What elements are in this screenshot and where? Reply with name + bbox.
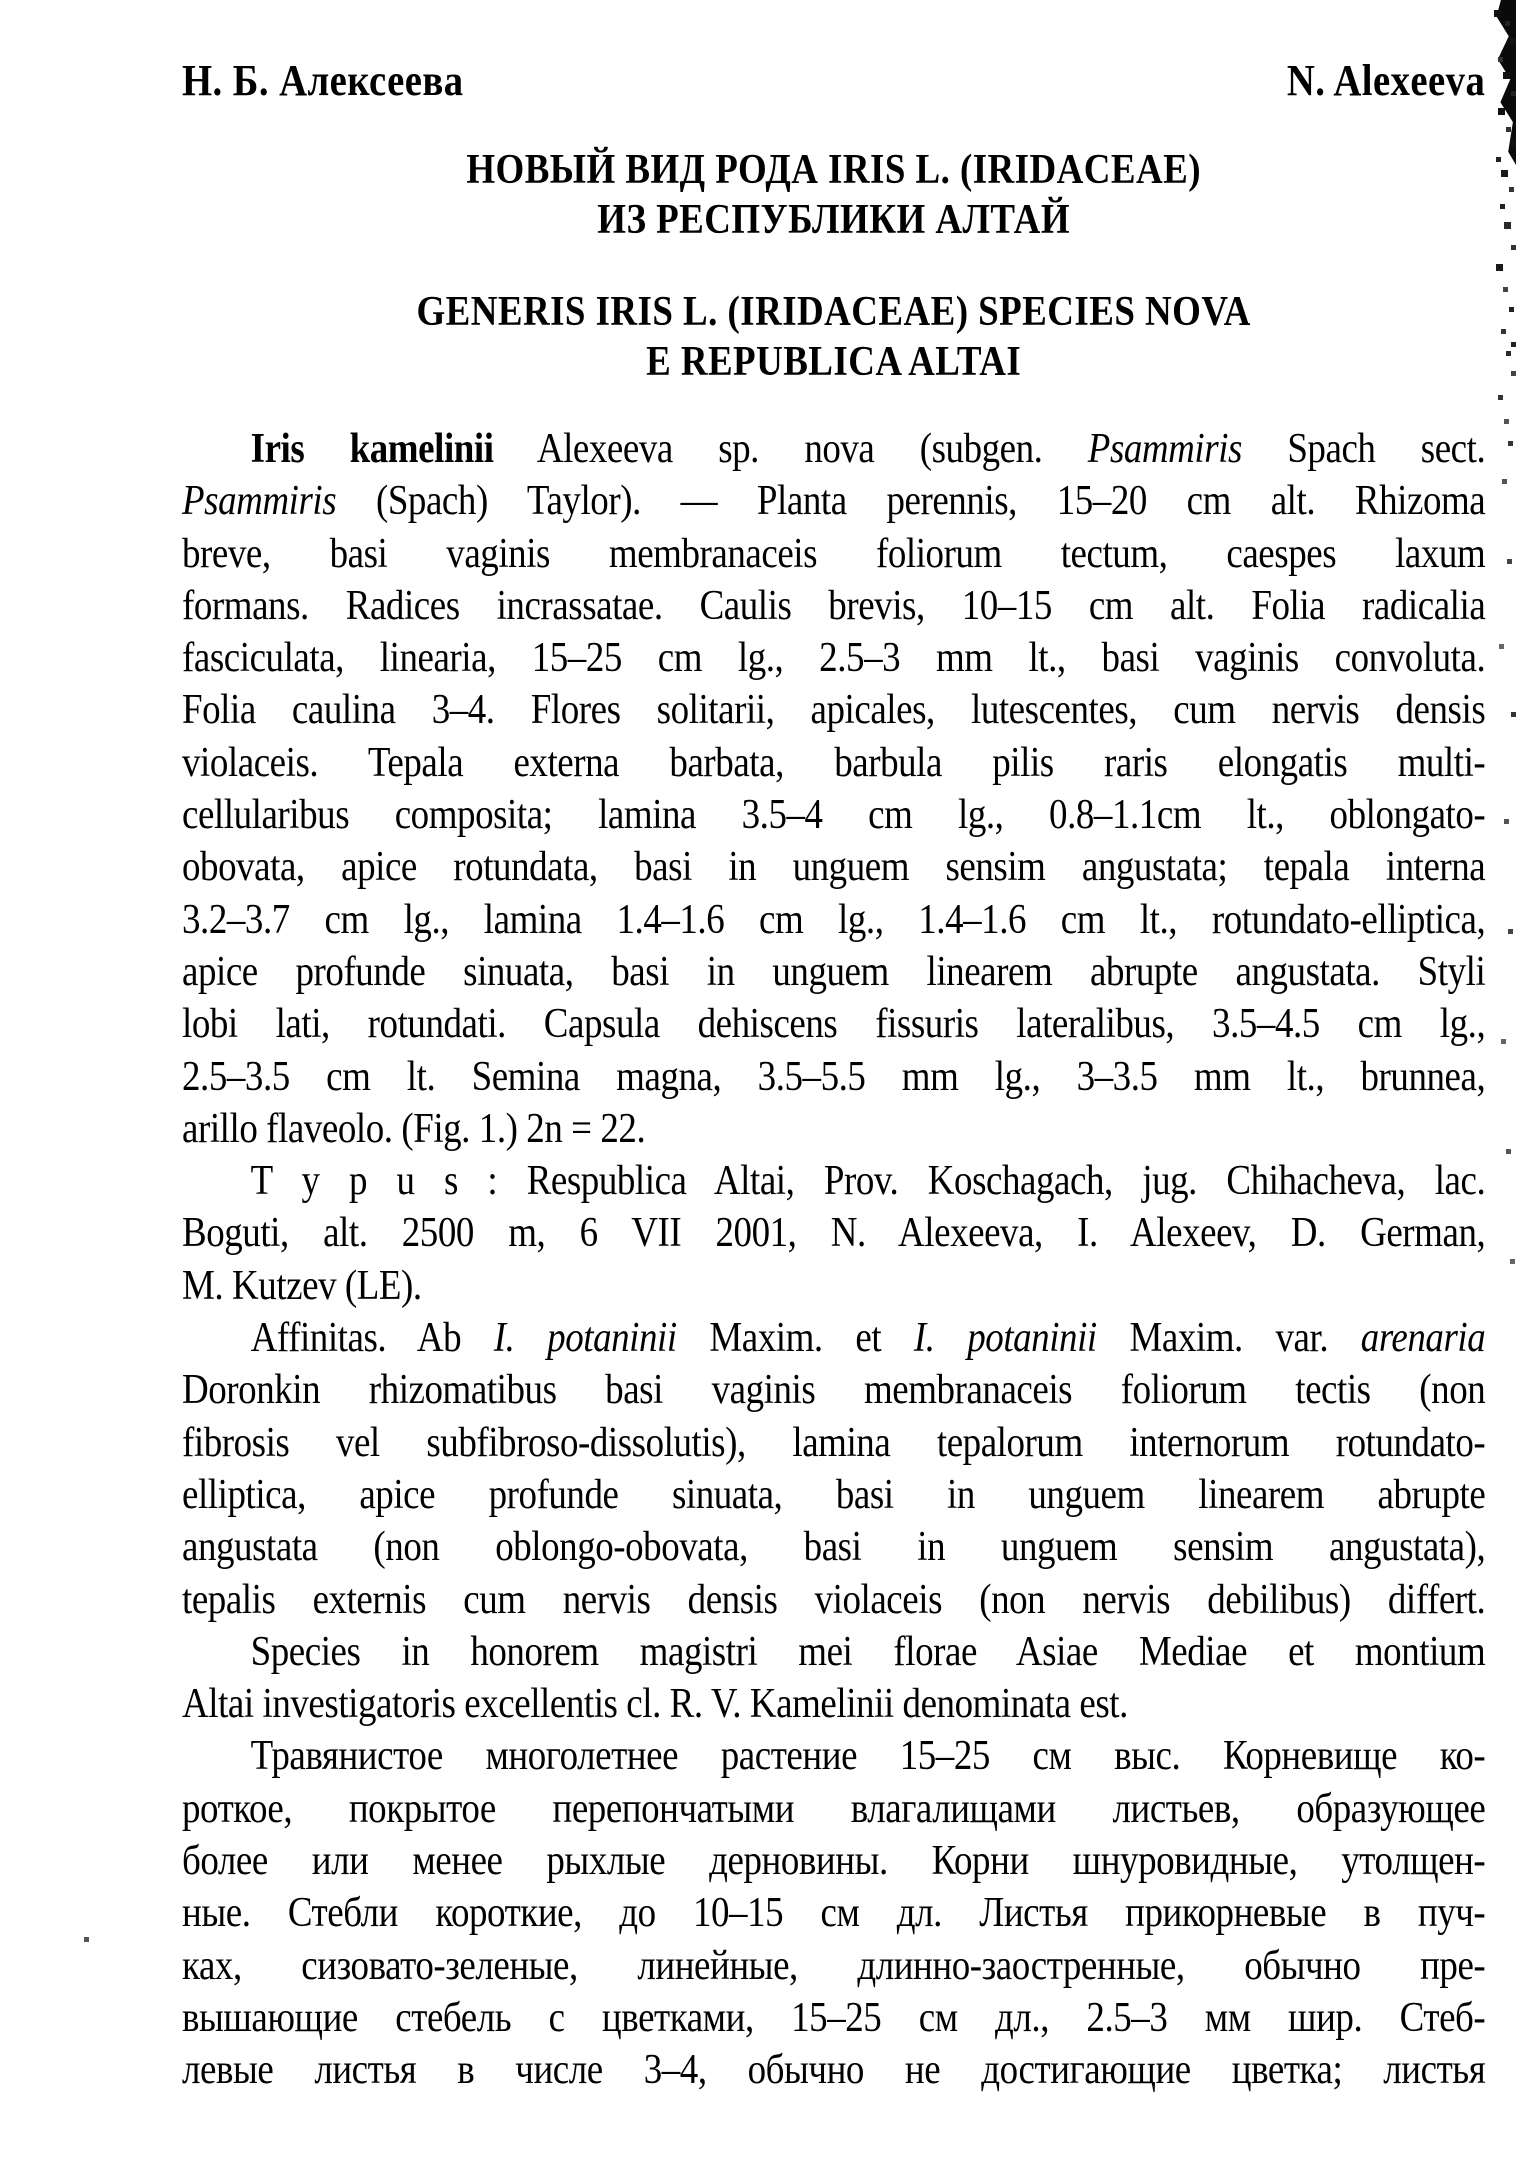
- text-line: breve, basi vaginis membranaceis foliorum tectum, caespes laxum: [182, 530, 1486, 577]
- body-text: [182, 423, 1485, 2097]
- text-line: M. Kutzev (LE).: [182, 1262, 422, 1309]
- scan-artifact-speckles-edge: [0, 0, 3, 3]
- author-row: [182, 55, 1485, 107]
- text-column: [182, 0, 1485, 2158]
- text-line: левые листья в числе 3–4, обычно не достигающие цветка; листья: [182, 2047, 1486, 2094]
- text-line: tepalis externis cum nervis densis violaceis (non nervis debilibus) differt.: [182, 1576, 1486, 1623]
- text-line: Iris kamelinii Alexeeva sp. nova (subgen. Psammiris Spach sect.: [250, 426, 1486, 472]
- text-line: Affinitas. Ab I. potaninii Maxim. et I. potaninii Maxim. var. arenaria: [250, 1315, 1486, 1362]
- text-line: cellularibus composita; lamina 3.5–4 cm lg., 0.8–1.1cm lt., oblongato-: [182, 792, 1486, 839]
- author-name-russian: Н. Б. Алексеева: [182, 56, 464, 105]
- text-line: более или менее рыхлые дерновины. Корни шнуровидные, утолщен-: [182, 1838, 1486, 1885]
- text-line: Folia caulina 3–4. Flores solitarii, apicales, lutescentes, cum nervis densis: [182, 687, 1486, 734]
- text-line: Травянистое многолетнее растение 15–25 см выс. Корневище ко-: [250, 1733, 1486, 1780]
- title-ru-line-1: НОВЫЙ ВИД РОДА IRIS L. (IRIDACEAE): [466, 147, 1201, 193]
- text-line: вышающие стебель с цветками, 15–25 см дл., 2.5–3 мм шир. Стеб-: [182, 1994, 1486, 2041]
- text-line: Boguti, alt. 2500 m, 6 VII 2001, N. Alexeeva, I. Alexeev, D. German,: [182, 1210, 1486, 1257]
- text-line: ные. Стебли короткие, до 10–15 см дл. Листья прикорневые в пуч-: [182, 1890, 1486, 1937]
- text-line: lobi lati, rotundati. Capsula dehiscens fissuris lateralibus, 3.5–4.5 cm lg.,: [182, 1001, 1486, 1048]
- text-line: роткое, покрытое перепончатыми влагалищами листьев, образующее: [182, 1785, 1486, 1832]
- title-ru-line-2: ИЗ РЕСПУБЛИКИ АЛТАЙ: [597, 197, 1071, 243]
- text-line: Psammiris (Spach) Taylor). — Planta perennis, 15–20 cm alt. Rhizoma: [182, 478, 1486, 525]
- text-line: Species in honorem magistri mei florae Asiae Mediae et montium: [250, 1628, 1486, 1675]
- text-line: violaceis. Tepala externa barbata, barbula pilis raris elongatis multi-: [182, 739, 1486, 786]
- text-line: fasciculata, linearia, 15–25 cm lg., 2.5–3 mm lt., basi vaginis convoluta.: [182, 635, 1486, 682]
- text-line: Altai investigatoris excellentis cl. R. V. Kamelinii denominata est.: [182, 1681, 1128, 1728]
- text-line: ках, сизовато-зеленые, линейные, длинно-заостренные, обычно пре-: [182, 1942, 1486, 1989]
- title-la-line-2: E REPUBLICA ALTAI: [646, 339, 1022, 385]
- article-title-russian: [182, 145, 1485, 245]
- text-line: T y p u s : Respublica Altai, Prov. Koschagach, jug. Chihacheva, lac.: [250, 1158, 1486, 1205]
- text-line: fibrosis vel subfibroso-dissolutis), lamina tepalorum internorum rotundato-: [182, 1419, 1486, 1466]
- text-line: 3.2–3.7 cm lg., lamina 1.4–1.6 cm lg., 1.4–1.6 cm lt., rotundato-elliptica,: [182, 896, 1486, 943]
- text-line: obovata, apice rotundata, basi in unguem sensim angustata; tepala interna: [182, 844, 1486, 891]
- title-la-line-1: GENERIS IRIS L. (IRIDACEAE) SPECIES NOVA: [416, 289, 1251, 335]
- text-line: formans. Radices incrassatae. Caulis brevis, 10–15 cm alt. Folia radicalia: [182, 582, 1486, 629]
- text-line: arillo flaveolo. (Fig. 1.) 2n = 22.: [182, 1105, 646, 1152]
- text-line: 2.5–3.5 cm lt. Semina magna, 3.5–5.5 mm lg., 3–3.5 mm lt., brunnea,: [182, 1053, 1486, 1100]
- article-title-latin: [182, 287, 1485, 387]
- text-line: angustata (non oblongo-obovata, basi in unguem sensim angustata),: [182, 1524, 1486, 1571]
- text-line: apice profunde sinuata, basi in unguem linearem abrupte angustata. Styli: [182, 948, 1486, 995]
- text-line: Doronkin rhizomatibus basi vaginis membranaceis foliorum tectis (non: [182, 1367, 1486, 1414]
- text-line: elliptica, apice profunde sinuata, basi in unguem linearem abrupte: [182, 1471, 1486, 1518]
- scan-artifact-corner-blotch: [1490, 0, 1516, 165]
- author-name-latin: N. Alexeeva: [1286, 56, 1486, 105]
